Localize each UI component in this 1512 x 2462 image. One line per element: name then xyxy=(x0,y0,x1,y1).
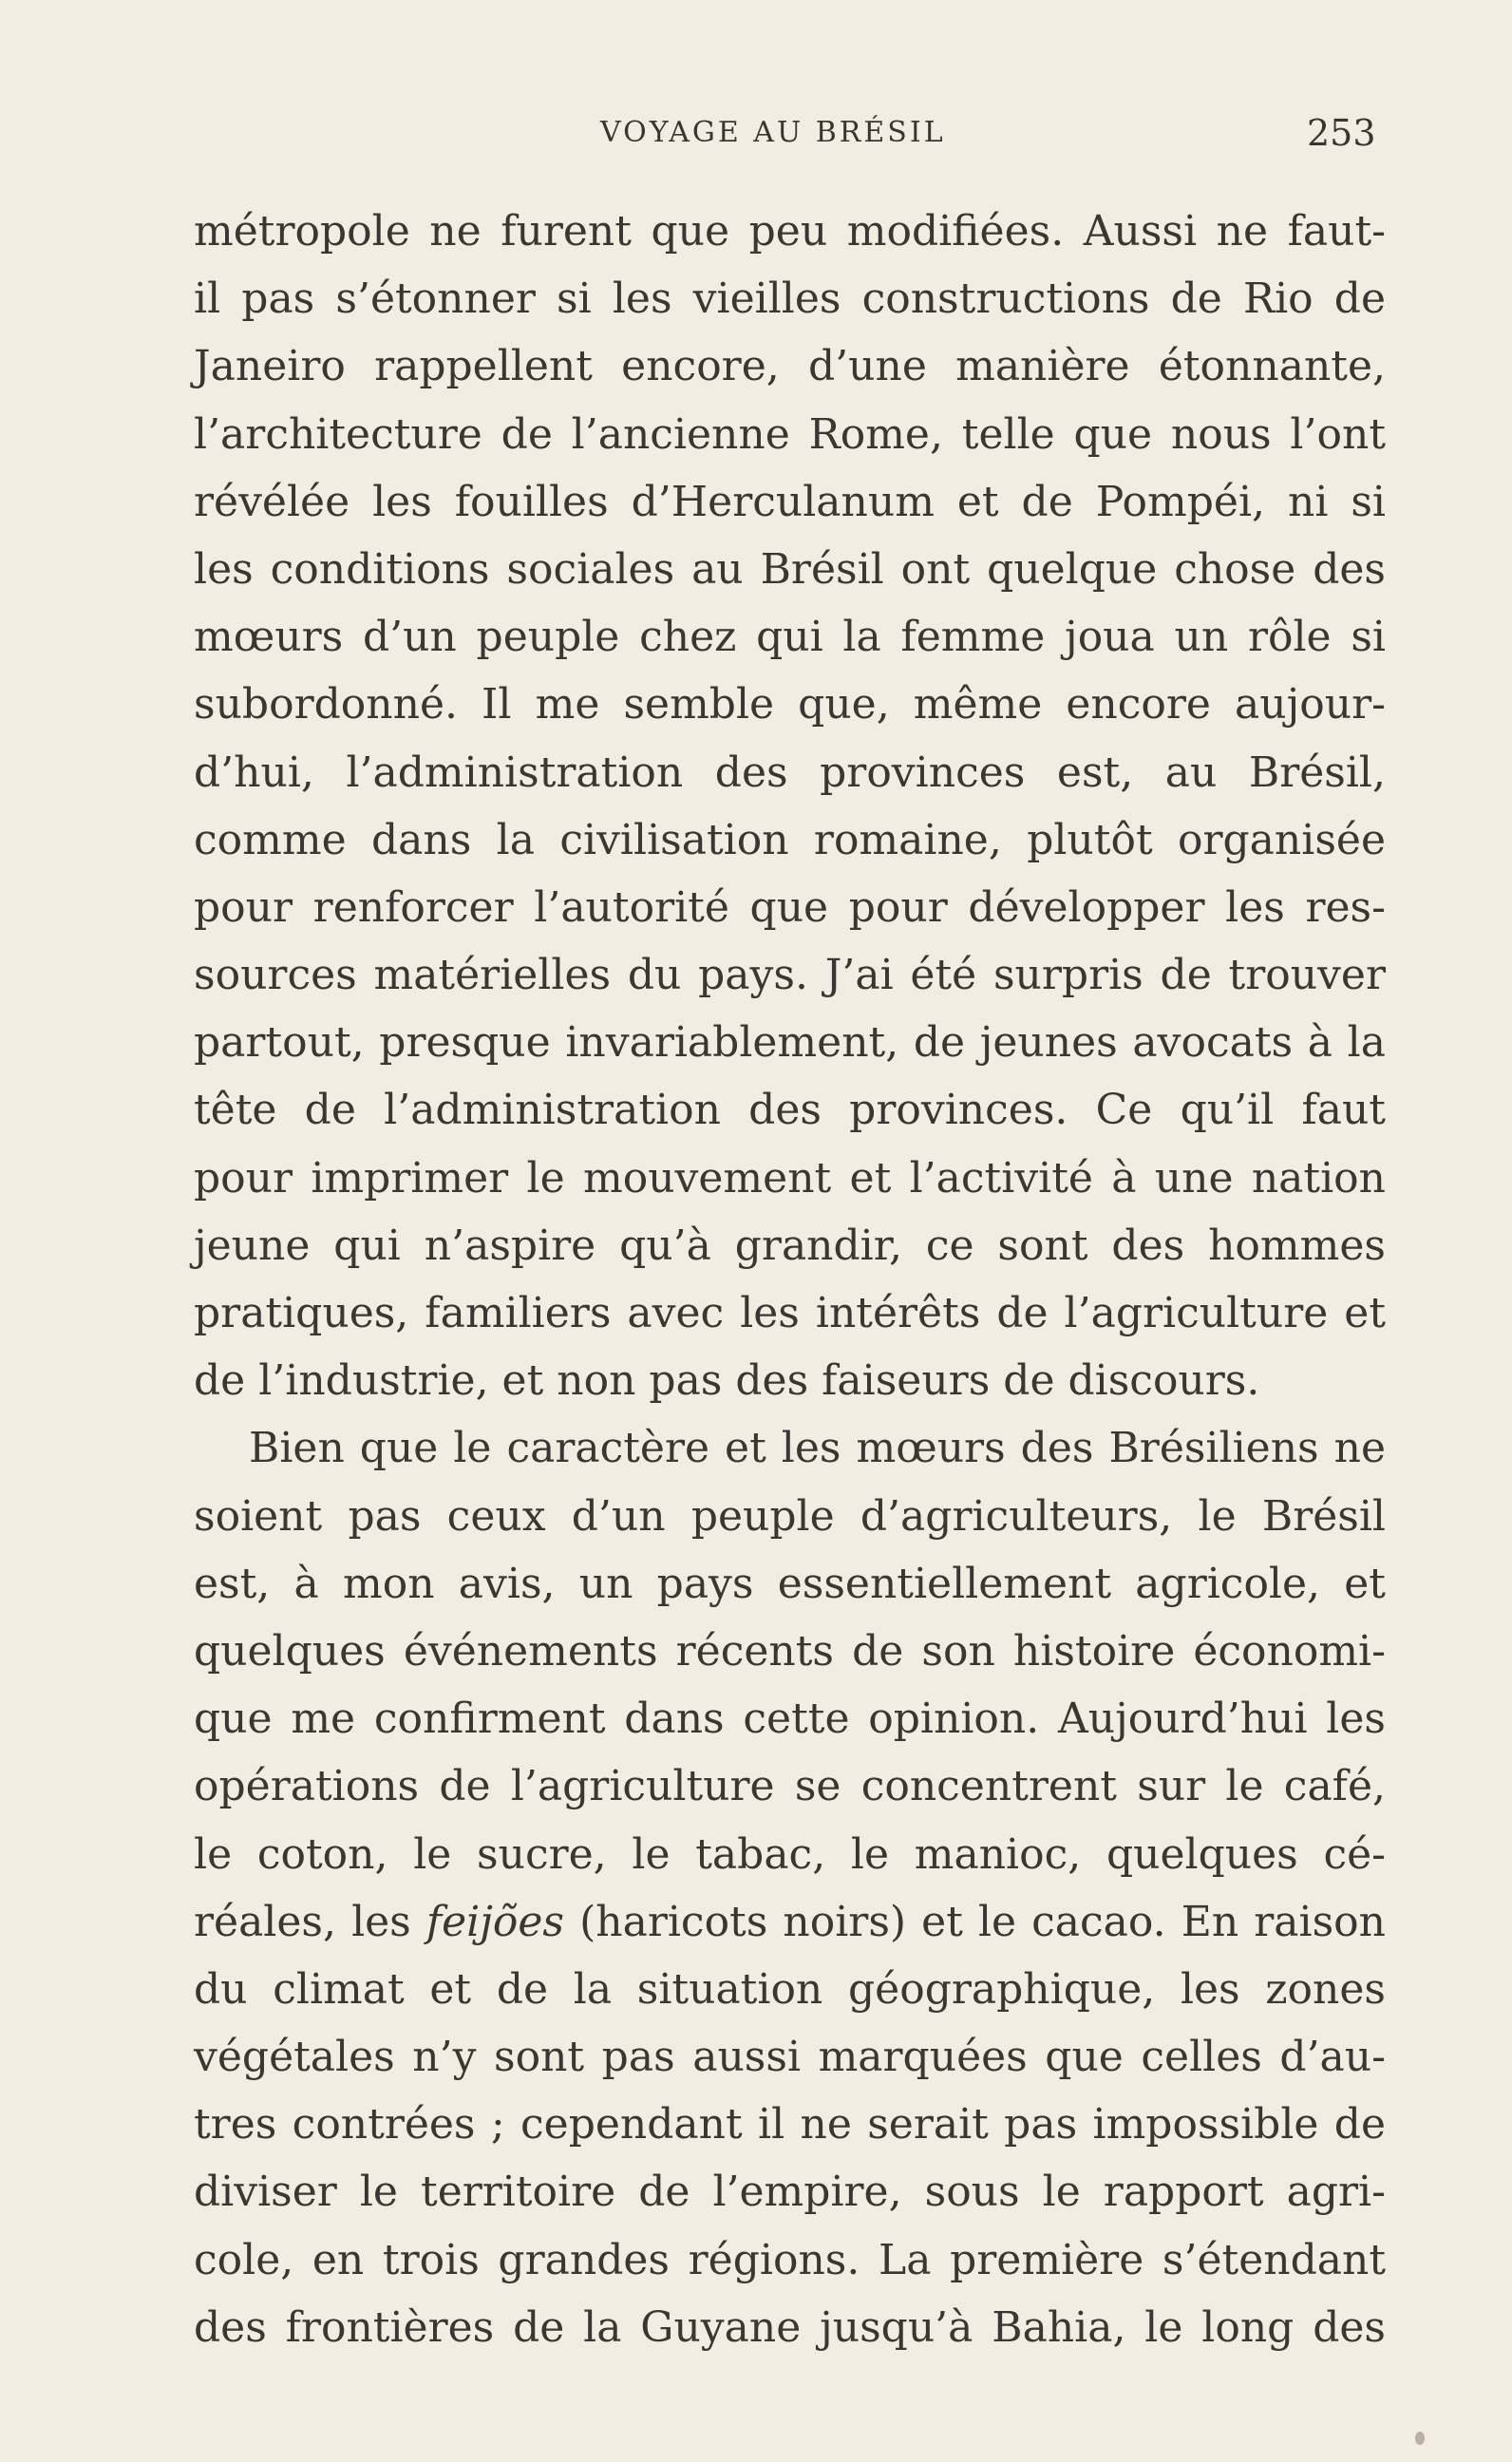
text-line: jeune qui n’aspire qu’à grandir, ce sont des hommes xyxy=(194,1221,1386,1270)
line-part: (haricots noirs) et le cacao. En raison xyxy=(564,1897,1386,1946)
text-line: des frontières de la Guyane jusqu’à Bahia, le long des xyxy=(194,2302,1386,2352)
text-line: d’hui, l’administration des provinces est, au Brésil, xyxy=(194,748,1386,797)
text-line: sources matérielles du pays. J’ai été surpris de trouver xyxy=(194,951,1386,1000)
text-line: métropole ne furent que peu modifiées. Aussi ne faut- xyxy=(194,207,1386,256)
text-line: il pas s’étonner si les vieilles constructions de Rio de xyxy=(194,275,1386,324)
text-line: que me confirment dans cette opinion. Aujourd’hui les xyxy=(194,1695,1386,1744)
text-line: comme dans la civilisation romaine, plutôt organisée xyxy=(194,815,1386,864)
text-line: végétales n’y sont pas aussi marquées que celles d’au- xyxy=(194,2033,1386,2082)
text-line: pour renforcer l’autorité que pour développer les res- xyxy=(194,882,1386,932)
text-line-paragraph-start: Bien que le caractère et les mœurs des Brésiliens ne xyxy=(249,1424,1386,1473)
text-line: partout, presque invariablement, de jeunes avocats à la xyxy=(194,1018,1386,1068)
paper-speck xyxy=(1415,2432,1425,2445)
running-head xyxy=(0,112,1512,160)
text-line: les conditions sociales au Brésil ont quelque chose des xyxy=(194,544,1386,594)
text-line: pratiques, familiers avec les intérêts de l’agriculture et xyxy=(194,1289,1386,1337)
text-line: subordonné. Il me semble que, même encore aujour- xyxy=(194,680,1386,729)
text-line: Janeiro rappellent encore, d’une manière étonnante, xyxy=(194,342,1386,391)
running-title: VOYAGE AU BRÉSIL xyxy=(600,116,946,149)
italic-term: feijões xyxy=(425,1897,564,1946)
body-text xyxy=(194,198,1386,2361)
text-line: mœurs d’un peuple chez qui la femme joua un rôle si xyxy=(194,613,1386,662)
text-line-with-italic xyxy=(194,1888,1386,1956)
text-line: diviser le territoire de l’empire, sous le rapport agri- xyxy=(194,2168,1386,2217)
text-line: l’architecture de l’ancienne Rome, telle que nous l’ont xyxy=(194,409,1386,459)
text-line: tête de l’administration des provinces. Ce qu’il faut xyxy=(194,1086,1386,1135)
text-line: est, à mon avis, un pays essentiellement agricole, et xyxy=(194,1559,1386,1608)
text-line: tres contrées ; cependant il ne serait pas impossible de xyxy=(194,2100,1386,2150)
text-line: soient pas ceux d’un peuple d’agriculteurs, le Brésil xyxy=(194,1491,1386,1541)
line-part: réales, les xyxy=(194,1897,426,1946)
text-line: le coton, le sucre, le tabac, le manioc, quelques cé- xyxy=(194,1829,1386,1879)
text-line: cole, en trois grandes régions. La première s’étendant xyxy=(194,2235,1386,2284)
text-line: révélée les fouilles d’Herculanum et de Pompéi, ni si xyxy=(194,477,1386,526)
text-line: pour imprimer le mouvement et l’activité à une nation xyxy=(194,1153,1386,1203)
text-line-paragraph-end: de l’industrie, et non pas des faiseurs de discours. xyxy=(194,1356,1260,1406)
text-line: opérations de l’agriculture se concentrent sur le café, xyxy=(194,1762,1386,1811)
text-line: du climat et de la situation géographique, les zones xyxy=(194,1964,1386,2014)
text-line: quelques événements récents de son histoire économi- xyxy=(194,1626,1386,1676)
page-number: 253 xyxy=(1307,112,1376,154)
